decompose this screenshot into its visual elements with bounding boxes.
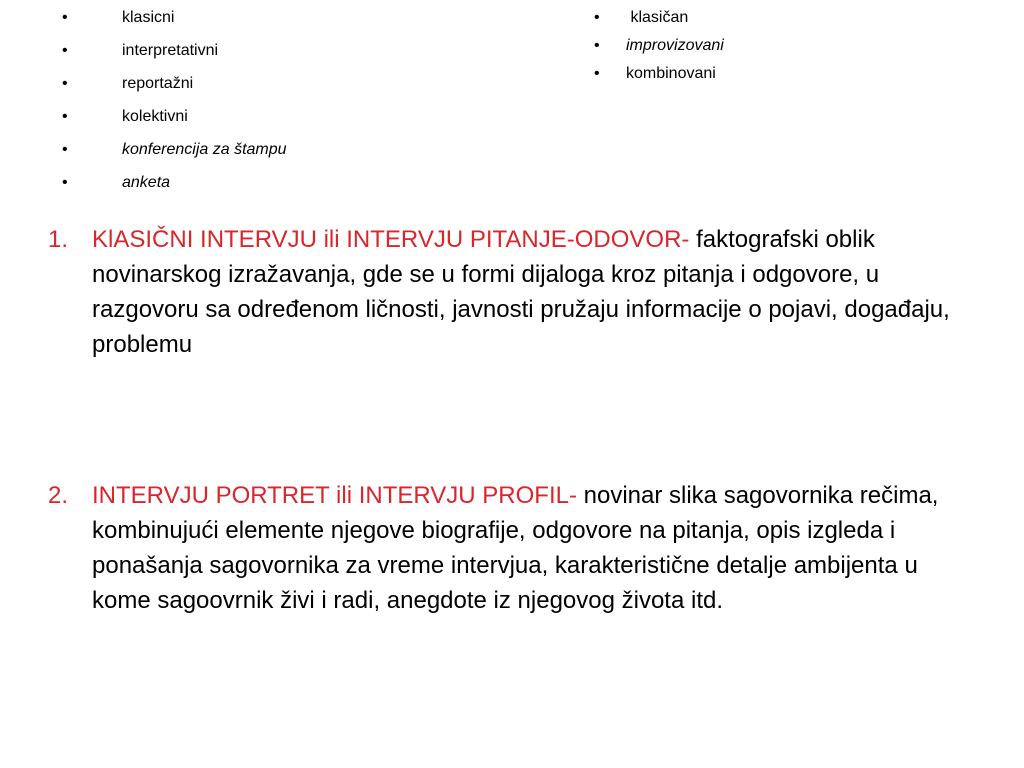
numbered-item-classic-interview	[48, 222, 978, 362]
list-item	[60, 6, 287, 39]
list-item	[592, 8, 724, 36]
list-item-label: interpretativni	[122, 42, 219, 59]
bullet-icon: •	[62, 174, 68, 191]
item-heading: KlASIČNI INTERVJU ili INTERVJU PITANJE-ODOVOR-	[92, 226, 690, 253]
item-paragraph	[92, 478, 978, 618]
item-body: faktografski oblik novinarskog izražavanja, gde se u formi dijaloga kroz pitanja i odgovore, u razgovoru sa određenom ličnosti, javnosti pružaju informacije o pojavi, događaju, problemu	[92, 226, 950, 358]
bullet-icon: •	[62, 141, 68, 158]
list-item	[592, 36, 724, 64]
list-item	[60, 138, 287, 171]
list-item	[60, 39, 287, 72]
list-item	[60, 72, 287, 105]
list-item-label: kolektivni	[122, 108, 188, 125]
bullet-icon: •	[594, 37, 600, 54]
list-item-label: klasičan	[626, 9, 689, 26]
bullet-icon: •	[62, 42, 68, 59]
list-item-label: kombinovani	[626, 65, 716, 82]
numbered-item-portrait-interview	[48, 478, 978, 618]
item-number: 2.	[48, 482, 69, 509]
bullet-icon: •	[62, 75, 68, 92]
interview-types-list-right	[592, 8, 724, 92]
bullet-icon: •	[62, 108, 68, 125]
item-body: novinar slika sagovornika rečima, kombinujući elemente njegove biografije, odgovore na pitanja, opis izgleda i ponašanja sagovornika za vreme intervjua, karakteristične detalje ambijenta u kome sagoovrnik živi i radi, anegdote iz njegovog života itd.	[92, 482, 939, 614]
list-item	[60, 105, 287, 138]
list-item	[592, 64, 724, 92]
interview-types-list-left	[60, 6, 287, 204]
list-item-label: klasicni	[122, 9, 175, 26]
item-paragraph	[92, 222, 978, 362]
item-heading: INTERVJU PORTRET ili INTERVJU PROFIL-	[92, 482, 577, 509]
list-item-label: konferencija za štampu	[122, 141, 287, 158]
list-item-label: improvizovani	[626, 37, 724, 54]
bullet-icon: •	[594, 65, 600, 82]
item-number: 1.	[48, 226, 69, 253]
bullet-icon: •	[594, 9, 600, 26]
bullet-icon: •	[62, 9, 68, 26]
list-item-label: reportažni	[122, 75, 194, 92]
list-item	[60, 171, 287, 204]
list-item-label: anketa	[122, 174, 171, 191]
